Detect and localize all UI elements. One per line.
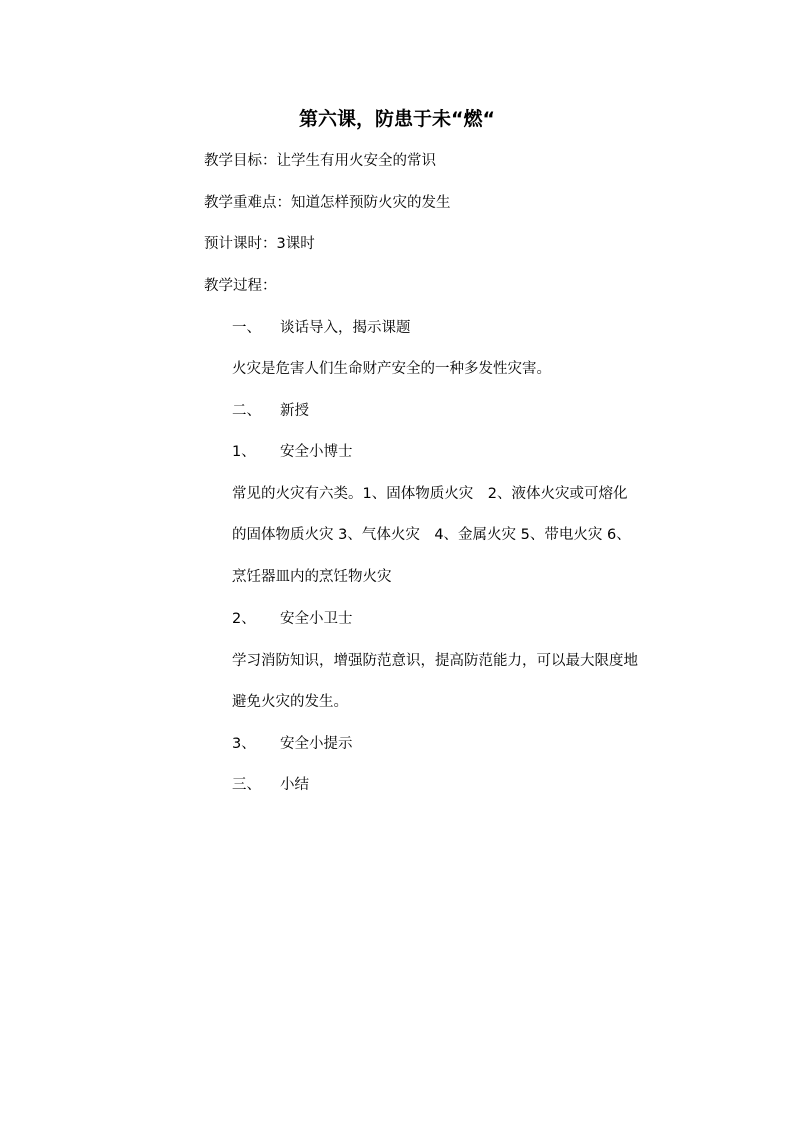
section-3-marker: 三、 (232, 777, 261, 793)
subsection-1-paragraph-line: 烹饪器皿内的烹饪物火灾 (232, 569, 392, 585)
teaching-objective: 教学目标：让学生有用火安全的常识 (204, 153, 436, 169)
subsection-2-label: 安全小卫士 (280, 611, 353, 627)
section-1-label: 谈话导入，揭示课题 (280, 320, 411, 336)
subsection-1-paragraph-line: 的固体物质火灾 3、气体火灾 4、金属火灾 5、带电火灾 6、 (232, 527, 631, 543)
subsection-2-paragraph-line: 避免火灾的发生。 (232, 694, 348, 710)
page-title: 第六课，防患于未“燃“ (299, 108, 495, 130)
subsection-3-marker: 3、 (232, 736, 256, 752)
section-2-marker: 二、 (232, 403, 261, 419)
process-heading: 教学过程： (204, 278, 277, 294)
subsection-1-paragraph-line: 常见的火灾有六类。1、固体物质火灾 2、液体火灾或可熔化 (232, 486, 628, 502)
subsection-2-marker: 2、 (232, 611, 256, 627)
subsection-1-marker: 1、 (232, 444, 256, 460)
section-1-paragraph: 火灾是危害人们生命财产安全的一种多发性灾害。 (232, 361, 551, 377)
subsection-3-label: 安全小提示 (280, 736, 353, 752)
section-2-label: 新授 (280, 403, 309, 419)
teaching-key-points: 教学重难点：知道怎样预防火灾的发生 (204, 195, 451, 211)
lesson-duration: 预计课时：3课时 (204, 236, 315, 252)
subsection-1-label: 安全小博士 (280, 444, 353, 460)
section-3-label: 小结 (280, 777, 309, 793)
subsection-2-paragraph-line: 学习消防知识，增强防范意识，提高防范能力，可以最大限度地 (232, 653, 638, 669)
section-1-marker: 一、 (232, 320, 261, 336)
